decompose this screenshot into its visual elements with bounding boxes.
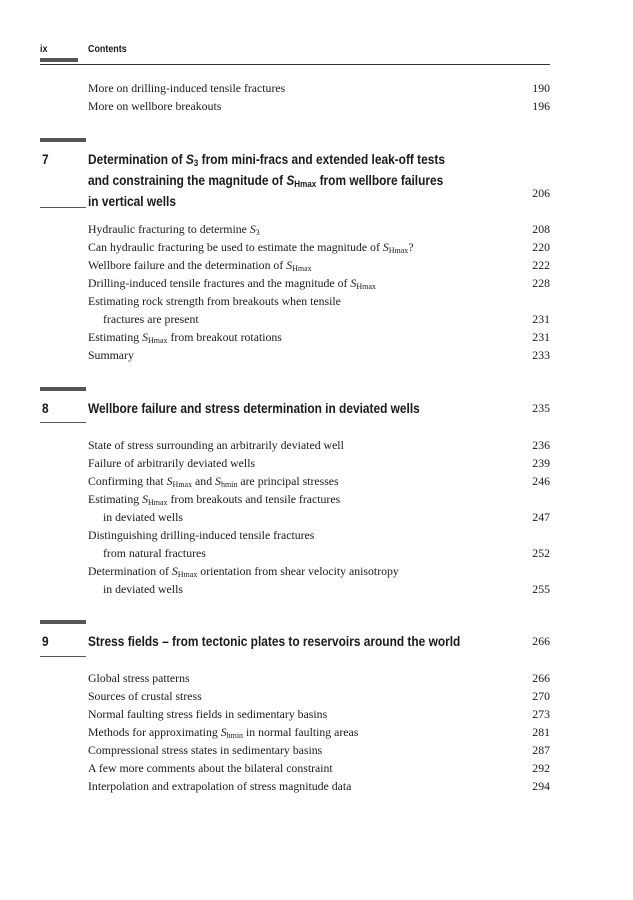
toc-entry	[88, 759, 550, 777]
toc-entry-page: 236	[532, 438, 550, 452]
toc-entry	[88, 79, 550, 97]
chapter-page: 266	[532, 634, 550, 648]
toc-entry-continued	[88, 310, 550, 328]
chapter-rule	[40, 656, 86, 657]
running-header-title: Contents	[88, 43, 127, 55]
toc-entry-title: More on drilling-induced tensile fractures	[88, 81, 286, 95]
toc-entry-page: 252	[532, 546, 550, 560]
toc-entry-page: 233	[532, 348, 550, 362]
chapter-number: 7	[42, 151, 49, 167]
chapter-rule	[40, 422, 86, 423]
toc-entry-title: Estimating $S_{Hmax}$ from breakouts and tensile fractures	[88, 492, 341, 507]
toc-entry-title: Methods for approximating $S_{hmin}$ in normal faulting areas	[88, 725, 359, 740]
toc-entry-title: Confirming that $S_{Hmax}$ and $S_{hmin}$ are principal stresses	[88, 474, 339, 489]
toc-entry-page: 196	[532, 99, 550, 113]
toc-entry-page: 228	[532, 276, 550, 290]
toc-entry-title: Sources of crustal stress	[88, 689, 202, 703]
toc-entry-page: 208	[532, 222, 550, 236]
toc-entry-title: in deviated wells	[103, 582, 183, 596]
toc-entry	[88, 490, 550, 508]
toc-entry-title: Normal faulting stress fields in sedimentary basins	[88, 707, 328, 721]
chapter-number: 9	[42, 633, 49, 649]
toc-entry-continued	[88, 508, 550, 526]
chapter-marker	[40, 138, 86, 142]
toc-entry-page: 231	[532, 330, 550, 344]
toc-entry	[88, 526, 550, 544]
toc-entry-page: 292	[532, 761, 550, 775]
toc-entry	[88, 705, 550, 723]
toc-entry-page: 239	[532, 456, 550, 470]
toc-entry-page: 266	[532, 671, 550, 685]
toc-entry	[88, 562, 550, 580]
chapter-title: Determination of $S_3$ from mini-fracs and extended leak-off tests and constraining the magnitude of $S_{Hmax}$ from wellbore failures in vertical wells	[88, 151, 445, 209]
toc-entry-page: 222	[532, 258, 550, 272]
chapter-number: 8	[42, 400, 49, 416]
header-marker	[40, 58, 78, 62]
toc-entry-title: State of stress surrounding an arbitrarily deviated well	[88, 438, 344, 452]
toc-entry-continued	[88, 580, 550, 598]
toc-entry-title: Interpolation and extrapolation of stress magnitude data	[88, 779, 352, 793]
toc-entry-title: from natural fractures	[103, 546, 206, 560]
chapter-rule	[40, 207, 86, 208]
toc-entry-title: Can hydraulic fracturing be used to estimate the magnitude of $S_{Hmax}$?	[88, 240, 414, 255]
chapter-marker	[40, 387, 86, 391]
toc-entry-title: Drilling-induced tensile fractures and the magnitude of $S_{Hmax}$	[88, 276, 376, 291]
toc-entry	[88, 97, 550, 115]
chapter-marker	[40, 620, 86, 624]
toc-entry-page: 255	[532, 582, 550, 596]
toc-entry-page: 190	[532, 81, 550, 95]
header-rule	[40, 64, 550, 65]
toc-entry	[88, 346, 550, 364]
toc-entry-title: Hydraulic fracturing to determine $S_3$	[88, 222, 260, 237]
toc-entry	[88, 669, 550, 687]
toc-entry-title: A few more comments about the bilateral constraint	[88, 761, 333, 775]
toc-entry-title: Global stress patterns	[88, 671, 190, 685]
toc-entry-title: Distinguishing drilling-induced tensile fractures	[88, 528, 315, 542]
toc-entry	[88, 741, 550, 759]
toc-entry	[88, 472, 550, 490]
toc-entry	[88, 274, 550, 292]
toc-entry-title: Determination of $S_{Hmax}$ orientation from shear velocity anisotropy	[88, 564, 399, 579]
toc-entry	[88, 220, 550, 238]
toc-entry-title: More on wellbore breakouts	[88, 99, 222, 113]
page-number: ix	[40, 43, 48, 55]
toc-entry-title: in deviated wells	[103, 510, 183, 524]
toc-entry-title: Compressional stress states in sedimentary basins	[88, 743, 323, 757]
toc-entry-page: 294	[532, 779, 550, 793]
toc-entry-title: Summary	[88, 348, 134, 362]
toc-entry	[88, 723, 550, 741]
toc-entry	[88, 328, 550, 346]
toc-entry-title: Failure of arbitrarily deviated wells	[88, 456, 256, 470]
toc-entry-title: Estimating $S_{Hmax}$ from breakout rotations	[88, 330, 282, 345]
chapter-page: 235	[532, 401, 550, 415]
toc-entry-continued	[88, 544, 550, 562]
toc-entry	[88, 256, 550, 274]
toc-entry-title: fractures are present	[103, 312, 199, 326]
toc-entry	[88, 436, 550, 454]
toc-entry-page: 231	[532, 312, 550, 326]
toc-entry-page: 246	[532, 474, 550, 488]
toc-entry	[88, 238, 550, 256]
toc-entry	[88, 687, 550, 705]
chapter-page: 206	[532, 186, 550, 200]
toc-entry-title: Wellbore failure and the determination of $S_{Hmax}$	[88, 258, 312, 273]
toc-entry-page: 281	[532, 725, 550, 739]
toc-entry-title: Estimating rock strength from breakouts when tensile	[88, 294, 341, 308]
toc-entry-page: 247	[532, 510, 550, 524]
toc-entry-page: 220	[532, 240, 550, 254]
toc-entry-page: 287	[532, 743, 550, 757]
toc-entry-page: 270	[532, 689, 550, 703]
toc-entry	[88, 292, 550, 310]
toc-entry	[88, 454, 550, 472]
chapter-title: Wellbore failure and stress determination in deviated wells	[88, 400, 420, 416]
toc-entry-page: 273	[532, 707, 550, 721]
toc-entry	[88, 777, 550, 795]
chapter-title: Stress fields – from tectonic plates to reservoirs around the world	[88, 633, 461, 649]
